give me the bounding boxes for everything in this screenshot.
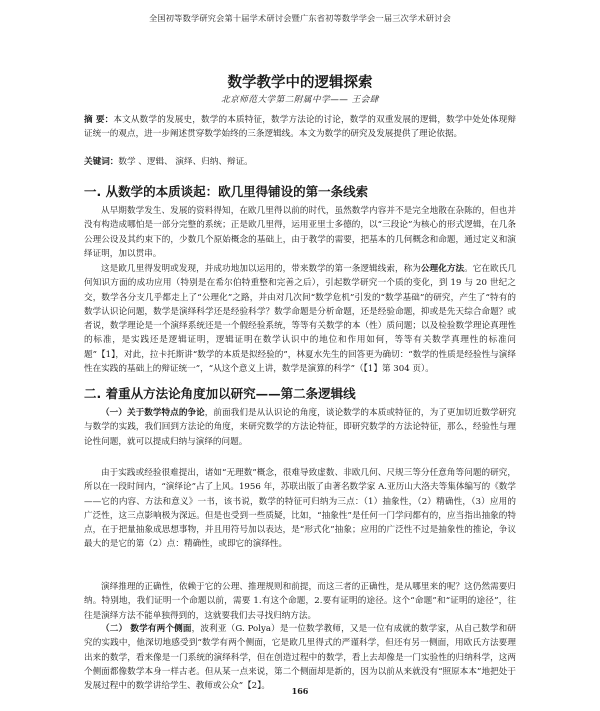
subheading-two-sides: （二） 数学有两个侧面 <box>101 624 192 634</box>
section-1-paragraph-1: 从早期数学发生、发展的资料得知，在欧几里得以前的时代，虽然数学内容并不是完全地散在杂陈的，但也并没有构造成哪怕是一部分完整的系统；正是欧几里得，运用亚里士多德的，以“三段论”为核心的形式逻辑，在几条公理公设及其约束下的，少数几个原始概念的基础上，由于教学的需要，把基本的几何概念和命题，通过定义和演绎证明，加以贯串。 <box>84 206 516 259</box>
abstract-label: 摘 要： <box>84 115 114 125</box>
section-2-paragraph-1 <box>84 406 516 449</box>
section-2-paragraph-4 <box>84 622 516 693</box>
keywords <box>84 155 516 169</box>
keywords-text: 数学 、逻辑、 演绎、归纳、辩证。 <box>118 157 253 167</box>
keywords-label: 关键词： <box>84 157 119 167</box>
section-1-paragraph-2 <box>84 262 516 376</box>
paper-title: 数学教学中的逻辑探索 <box>227 75 373 91</box>
section-1-heading: 一. 从数学的本质谈起：欧几里得铺设的第一条线索 <box>84 184 369 199</box>
subheading-debate: （一）关于数学特点的争论 <box>101 408 205 418</box>
abstract <box>84 113 516 141</box>
abstract-text: 本文从数学的发展史，数学的本质特征，数学方法论的讨论，数学的双重发展的逻辑，数学中处处体现辩证统一的观点，进一步阐述贯穿数学始终的三条逻辑线。本文为数学的研究及发展提供了理论依据。 <box>84 115 516 140</box>
page-number: 166 <box>291 686 309 696</box>
paragraph-text: ，波利亚（G. Polya）是一位数学教师，又是一位有成就的数学家，从自己数学和研究的实践中，他深切地感受到“数学有两个侧面，它是欧几里得式的严谨科学，但还有另一侧面，用欧氏方法要理出来的数学，看来像是一门系统的演绎科学，但在创造过程中的数学，看上去却像是一门实验性的归纳科学，这两个侧面都像数学本身一样古老。但从某一点来说，第二个侧面却是新的，因为以前从来就没有“照原本本”地把处于发展过程中的数学讲给学生、教师或公众”【2】。 <box>84 624 516 692</box>
author-line: 北京师范大学第二附属中学—— 王会肆 <box>221 95 379 105</box>
section-2-paragraph-3: 演绎推理的正确性，依赖于它的公理、推理规则和前提，而这三者的正确性，是从哪里来的呢？这仍然需要归纳。特别地，我们证明一个命题以前，需要 1.有这个命题，2.要有证明的途径。这个“命题”和“证明的途径”，往往是演绎方法不能单独得到的，这就要我们去寻找归纳方法。 <box>84 582 516 621</box>
running-header: 全国初等数学研究会第十届学术研讨会暨广东省初等数学学会一届三次学术研讨会 <box>149 13 451 23</box>
paragraph-text: 这是欧几里得发明或发现，并成功地加以运用的，带来数学的第一条逻辑线索，称为 <box>101 264 421 274</box>
section-2-paragraph-2: 由于实践或经验很难提出，诸如“无理数”概念，很难导致虚数、非欧几何、尺规三等分任意角等问题的研究，所以在一段时间内，“演绎论”占了上风。1956 年，苏联出版了由著名数学家 A.亚历山大洛夫等集体编写的《数学——它的内容、方法和意义》一书，该书说，数学的特征可归纳为三点：（1）抽象性，（2）精确性，（3）应用的广泛性，这三点影响极为深远。但是也受到一些质疑，比如，“抽象性”是任何一门学问都有的，应当指出抽象的特点，在于把量抽象成思想事物，并且用符号加以表达，是“形式化”抽象；应用的广泛性不过是抽象性的推论，争议最大的是它的第（2）点：精确性，或即它的演绎性。 <box>84 468 516 550</box>
term-axiomatic-method: 公理化方法 <box>420 264 465 274</box>
section-2-heading: 二. 着重从方法论角度加以研究——第二条逻辑线 <box>84 386 356 401</box>
paragraph-text: ，前面我们是从认识论的角度，谈论数学的本质或特征的，为了更加切近数学研究与数学的实践，我们回到方法论的角度，来研究数学的方法论特征，即研究数学的方法论特征，那么，经验性与理论性问题，就可以提成归纳与演绎的问题。 <box>84 408 516 447</box>
paragraph-text: 。它在欧氏几何知识方面的成功应用（特别是在希尔伯特重整和完善之后），引起数学研究一个质的变化，到 19 与 20 世纪之交，数学各分支几乎都走上了“公理化”之路，并由对几次间“数学危机”引发的“数学基础”的研究，产生了“特有的数学认识论问题，数学是演绎科学还是经验科学？数学命题是分析命题，还是经验命题，抑或是先天综合命题？或者说，数学理论是一个演绎系统还是一个假经验系统，等等有关数学的本（性）质问题；以及检验数学理论真理性的标准，是实践还是逻辑证明，逻辑证明在数学认识中的地位和作用如何，等等有关数学真理性的标准问题”【1】，对此，拉卡托斯讲“数学的本质是拟经验的”，林夏水先生的回答更为确切：“数学的性质是经验性与演绎性在实践的基础上的辩证统一”，“从这个意义上讲，数学是演算的科学”（【1】第 304 页）。 <box>84 264 516 375</box>
